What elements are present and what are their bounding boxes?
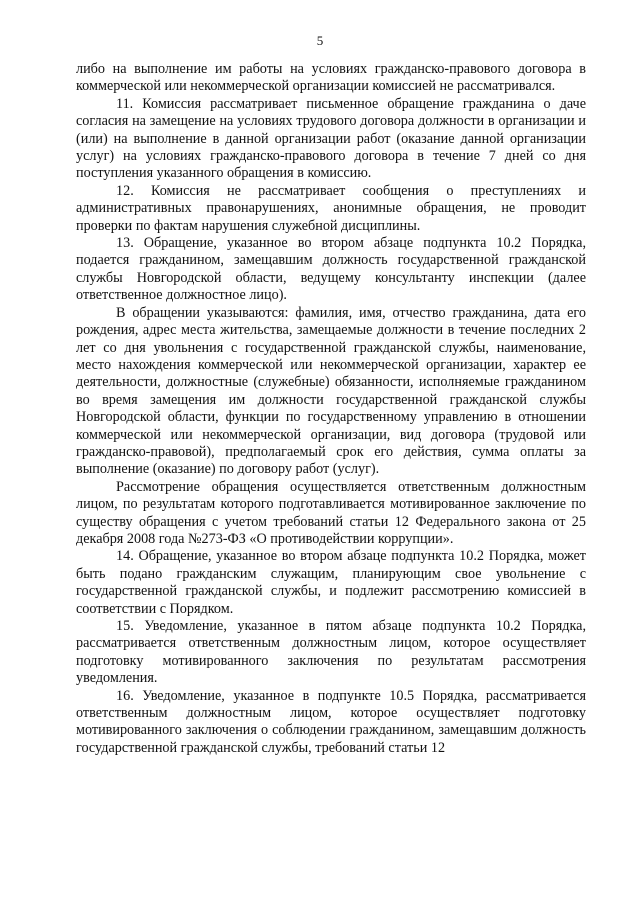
- document-body: [76, 61, 586, 757]
- paragraph-appeal-contents: В обращении указываются: фамилия, имя, отчество гражданина, дата его рождения, адрес места жительства, замещаемые должности в течение последних 2 лет со дня увольнения с государственной гражданской службы, наименование, место нахождения коммерческой или некоммерческой организации, характер ее деятельности, должностные (служебные) обязанности, исполняемые гражданином во время замещения им должности государственной гражданской службы Новгородской области, функции по государственному управлению в отношении коммерческой или некоммерческой организации, вид договора (трудовой или гражданско-правовой), предполагаемый срок его действия, сумма оплаты за выполнение (оказание) по договору работ (услуг).: [76, 304, 586, 478]
- paragraph-item-14: 14. Обращение, указанное во втором абзаце подпункта 10.2 Порядка, может быть подано гражданским служащим, планирующим свое увольнение с государственной гражданской службы, и подлежит рассмотрению комиссией в соответствии с Порядком.: [76, 548, 586, 617]
- paragraph-item-15: 15. Уведомление, указанное в пятом абзаце подпункта 10.2 Порядка, рассматривается ответственным должностным лицом, которое осуществляет подготовку мотивированного заключения по результатам рассмотрения уведомления.: [76, 618, 586, 687]
- paragraph-continuation: либо на выполнение им работы на условиях гражданско-правового договора в коммерческой или некоммерческой организации комиссией не рассматривался.: [76, 61, 586, 95]
- paragraph-item-11: 11. Комиссия рассматривает письменное обращение гражданина о даче согласия на замещение на условиях трудового договора должности в организации и (или) на выполнение в данной организации работ (оказание данной организации услуг) на условиях гражданско-правового договора в течение 7 дней со дня поступления указанного обращения в комиссию.: [76, 95, 586, 182]
- paragraph-item-13: 13. Обращение, указанное во втором абзаце подпункта 10.2 Порядка, подается гражданином, замещавшим должность государственной гражданской службы Новгородской области, ведущему консультанту инспекции (далее ответственное должностное лицо).: [76, 235, 586, 304]
- page-number: 5: [316, 33, 324, 48]
- paragraph-appeal-review: Рассмотрение обращения осуществляется ответственным должностным лицом, по результатам которого подготавливается мотивированное заключение по существу обращения с учетом требований статьи 12 Федерального закона от 25 декабря 2008 года №273-ФЗ «О противодействии коррупции».: [76, 478, 586, 547]
- paragraph-item-12: 12. Комиссия не рассматривает сообщения о преступлениях и административных правонарушениях, анонимные обращения, не проводит проверки по фактам нарушения служебной дисциплины.: [76, 182, 586, 234]
- paragraph-item-16: 16. Уведомление, указанное в подпункте 10.5 Порядка, рассматривается ответственным должностным лицом, которое осуществляет подготовку мотивированного заключения о соблюдении гражданином, замещавшим должность государственной гражданской службы, требований статьи 12: [76, 687, 586, 756]
